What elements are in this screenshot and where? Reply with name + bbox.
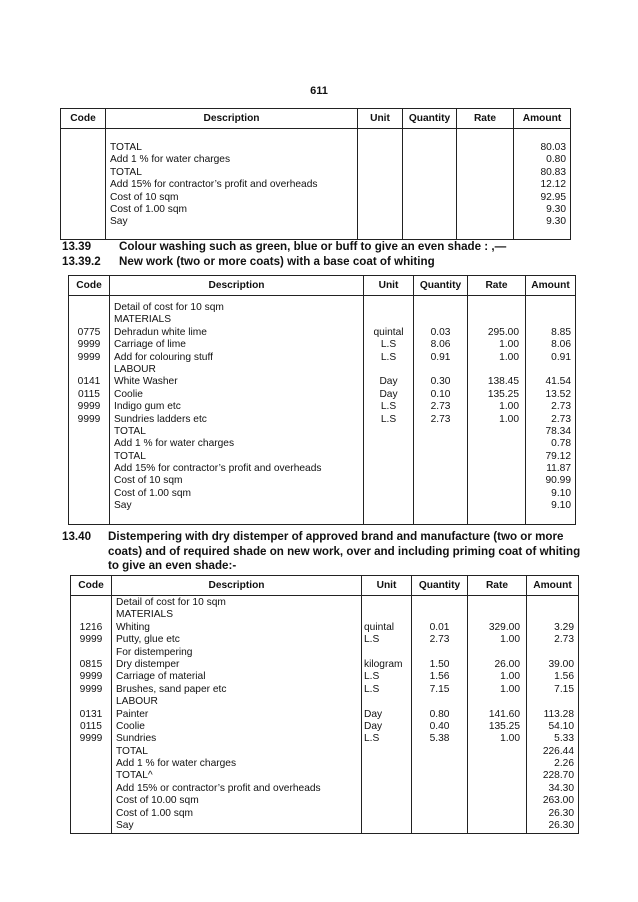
section-title <box>108 530 580 574</box>
amount-cell <box>530 314 571 326</box>
code-cell: 9999 <box>77 339 101 351</box>
amount-cell <box>530 302 571 314</box>
rate-column <box>468 296 526 525</box>
code-header: Code <box>69 276 110 296</box>
description-cell: Painter <box>116 708 149 720</box>
table-row <box>69 296 576 525</box>
table-row <box>71 596 579 834</box>
unit-column <box>362 596 412 834</box>
unit-column <box>358 129 403 240</box>
unit-header: Unit <box>358 109 403 129</box>
description-cell: Brushes, sand paper etc <box>116 683 227 695</box>
code-cell <box>75 609 107 621</box>
amount-cell: 13.52 <box>545 388 571 400</box>
rate-cell <box>472 597 520 609</box>
rate-cell: 329.00 <box>488 621 520 633</box>
description-column <box>110 296 364 525</box>
rate-cell <box>472 314 519 326</box>
description-cell: TOTAL <box>114 425 146 437</box>
rate-cell <box>472 364 519 376</box>
rate-cell: 1.00 <box>500 683 520 695</box>
unit-cell: kilogram <box>364 658 403 670</box>
description-cell: Cost of 10 sqm <box>114 475 183 487</box>
quantity-header: Quantity <box>412 576 468 596</box>
description-cell: Cost of 10.00 sqm <box>116 795 199 807</box>
quantity-column <box>412 596 468 834</box>
rate-cell: 1.00 <box>500 671 520 683</box>
amount-cell: 263.00 <box>542 795 574 807</box>
code-cell: 0141 <box>77 376 101 388</box>
code-column <box>61 129 106 240</box>
amount-cell: 2.73 <box>554 634 574 646</box>
quantity-cell <box>418 302 463 314</box>
code-cell <box>75 647 107 659</box>
unit-cell: L.S <box>380 339 397 351</box>
description-cell: Say <box>110 216 128 228</box>
amount-cell <box>531 647 574 659</box>
rate-cell <box>472 696 520 708</box>
unit-cell: L.S <box>380 351 397 363</box>
description-cell: Add 15% for contractor’s profit and overheads <box>114 463 322 475</box>
description-column <box>106 129 358 240</box>
unit-column <box>364 296 414 525</box>
unit-cell: Day <box>364 720 383 732</box>
amount-header: Amount <box>514 109 571 129</box>
quantity-cell: 0.30 <box>430 376 451 388</box>
amount-cell <box>531 696 574 708</box>
quantity-cell: 2.73 <box>429 634 450 646</box>
table-header-row <box>61 109 571 129</box>
code-cell: 1216 <box>79 621 103 633</box>
rate-column <box>457 129 514 240</box>
description-cell: TOTAL <box>116 745 148 757</box>
quantity-header: Quantity <box>403 109 457 129</box>
amount-cell: 41.54 <box>545 376 571 388</box>
section-number: 13.40 <box>62 530 92 543</box>
amount-cell: 92.95 <box>540 191 566 203</box>
code-cell: 0131 <box>79 708 103 720</box>
rate-cell: 1.00 <box>499 339 519 351</box>
unit-cell <box>364 696 407 708</box>
amount-cell: 12.12 <box>540 179 566 191</box>
amount-cell: 8.06 <box>551 339 571 351</box>
quantity-cell <box>418 314 463 326</box>
description-cell: Cost of 1.00 sqm <box>110 203 188 215</box>
rate-cell <box>472 302 519 314</box>
description-header: Description <box>106 109 358 129</box>
amount-cell: 113.28 <box>543 708 574 720</box>
amount-cell: 2.73 <box>551 401 571 413</box>
description-cell: Dry distemper <box>116 658 180 670</box>
description-cell: Whiting <box>116 621 150 633</box>
rate-column <box>468 596 527 834</box>
unit-cell: L.S <box>364 671 380 683</box>
unit-cell <box>364 609 407 621</box>
code-cell: 9999 <box>77 401 101 413</box>
section-title-line: Distempering with dry distemper of approved brand and manufacture (two or more <box>108 530 564 543</box>
section-title-line: coats) and of required shade on new work, over and including priming coat of whiting <box>108 544 581 558</box>
unit-cell: L.S <box>364 683 380 695</box>
unit-cell <box>364 597 407 609</box>
rate-table-2 <box>68 275 576 525</box>
quantity-cell: 8.06 <box>430 339 451 351</box>
rate-cell: 1.00 <box>500 733 520 745</box>
description-cell: TOTAL <box>114 450 146 462</box>
unit-cell: quintal <box>364 621 395 633</box>
description-cell: Sundries <box>116 733 157 745</box>
code-cell: 9999 <box>79 683 103 695</box>
code-cell: 9999 <box>77 413 101 425</box>
description-cell: TOTAL <box>110 166 142 178</box>
unit-cell <box>368 302 409 314</box>
code-cell: 0115 <box>80 720 102 732</box>
amount-cell: 0.80 <box>546 154 566 166</box>
quantity-column <box>403 129 457 240</box>
section-number: 13.39.2 <box>62 255 101 268</box>
rate-table-1 <box>60 108 571 240</box>
amount-cell: 9.10 <box>551 487 571 499</box>
amount-cell: 80.03 <box>540 142 566 153</box>
description-cell: Add 1 % for water charges <box>116 758 237 770</box>
amount-cell: 9.30 <box>546 203 566 215</box>
description-cell: For distempering <box>116 646 193 658</box>
amount-cell: 1.56 <box>554 671 574 683</box>
description-cell: Cost of 10 sqm <box>110 191 179 203</box>
table-header-row <box>69 276 576 296</box>
quantity-cell: 0.80 <box>429 708 450 720</box>
amount-cell: 3.29 <box>554 621 574 633</box>
quantity-cell: 7.15 <box>429 683 450 695</box>
amount-cell: 7.15 <box>554 683 574 695</box>
quantity-header: Quantity <box>414 276 468 296</box>
description-cell: MATERIALS <box>116 609 173 621</box>
quantity-cell <box>416 609 463 621</box>
amount-cell: 26.30 <box>548 820 574 832</box>
amount-cell: 78.34 <box>545 425 571 437</box>
description-cell: LABOUR <box>116 696 158 708</box>
amount-header: Amount <box>527 576 579 596</box>
code-header: Code <box>61 109 106 129</box>
amount-cell: 0.91 <box>551 351 571 363</box>
section-heading-13-39 <box>62 240 582 255</box>
description-cell: Detail of cost for 10 sqm <box>114 302 224 313</box>
unit-cell: L.S <box>364 733 380 745</box>
quantity-cell: 0.01 <box>429 621 450 633</box>
amount-cell: 90.99 <box>545 475 571 487</box>
code-cell: 9999 <box>77 351 101 363</box>
section-title-line: to give an even shade:- <box>108 559 237 572</box>
amount-cell: 228.70 <box>542 770 574 782</box>
amount-cell: 2.73 <box>551 413 571 425</box>
section-heading-13-39-2 <box>62 255 582 270</box>
description-cell: Add 15% for contractor’s profit and overheads <box>110 179 318 191</box>
code-column <box>69 296 110 525</box>
code-column <box>71 596 112 834</box>
rate-header: Rate <box>468 576 527 596</box>
quantity-cell: 1.50 <box>429 658 450 670</box>
quantity-cell: 2.73 <box>430 413 451 425</box>
unit-cell: Day <box>379 388 398 400</box>
unit-cell: L.S <box>364 634 380 646</box>
section-number: 13.39 <box>62 240 92 253</box>
description-cell: Sundries ladders etc <box>114 413 207 425</box>
code-cell <box>73 302 105 314</box>
amount-cell: 54.10 <box>548 720 574 732</box>
code-cell: 0815 <box>79 658 103 670</box>
description-cell: Add 1 % for water charges <box>114 438 235 450</box>
code-cell <box>75 696 107 708</box>
description-cell: Add for colouring stuff <box>114 351 213 363</box>
description-column <box>112 596 362 834</box>
table-row <box>61 129 571 240</box>
amount-cell: 226.44 <box>542 745 574 757</box>
description-header: Description <box>110 276 364 296</box>
description-cell: Carriage of material <box>116 671 206 683</box>
rate-cell: 135.25 <box>488 720 520 732</box>
description-cell: Add 15% or contractor’s profit and overheads <box>116 782 321 794</box>
rate-cell: 135.25 <box>487 388 519 400</box>
quantity-cell <box>418 364 463 376</box>
rate-cell <box>472 647 520 659</box>
unit-cell: L.S <box>380 401 397 413</box>
quantity-cell: 1.56 <box>429 671 450 683</box>
code-cell: 9999 <box>79 733 103 745</box>
amount-cell: 9.10 <box>551 500 571 512</box>
quantity-cell: 0.10 <box>430 388 451 400</box>
code-cell: 0115 <box>78 388 100 400</box>
rate-cell <box>472 609 520 621</box>
amount-cell: 34.30 <box>548 782 574 794</box>
amount-cell: 11.87 <box>546 463 571 475</box>
quantity-cell: 0.03 <box>430 326 451 338</box>
quantity-cell: 2.73 <box>430 401 451 413</box>
description-cell: Detail of cost for 10 sqm <box>116 597 226 608</box>
amount-column <box>514 129 571 240</box>
unit-cell <box>368 364 409 376</box>
rate-cell: 1.00 <box>499 413 519 425</box>
quantity-cell <box>416 647 463 659</box>
amount-cell: 39.00 <box>548 658 574 670</box>
amount-cell <box>530 364 571 376</box>
amount-cell: 26.30 <box>548 807 574 819</box>
description-cell: Indigo gum etc <box>114 401 181 413</box>
description-cell: Say <box>114 500 132 512</box>
amount-cell: 0.78 <box>551 438 571 450</box>
section-title: New work (two or more coats) with a base coat of whiting <box>119 255 435 268</box>
description-cell: Carriage of lime <box>114 339 186 351</box>
quantity-cell: 0.40 <box>429 720 450 732</box>
code-cell <box>75 597 107 609</box>
description-cell: Coolie <box>116 720 145 732</box>
description-cell: Dehradun white lime <box>114 326 207 338</box>
code-cell <box>73 364 105 376</box>
section-title: Colour washing such as green, blue or buff to give an even shade : ,— <box>119 240 507 253</box>
description-cell: Coolie <box>114 388 143 400</box>
amount-header: Amount <box>526 276 576 296</box>
rate-cell: 1.00 <box>499 351 519 363</box>
description-cell: Putty, glue etc <box>116 634 180 646</box>
unit-cell <box>364 647 407 659</box>
amount-column <box>526 296 576 525</box>
quantity-cell: 0.91 <box>430 351 451 363</box>
amount-cell: 80.83 <box>540 166 566 178</box>
amount-cell: 79.12 <box>545 450 571 462</box>
description-header: Description <box>112 576 362 596</box>
description-cell: TOTAL^ <box>116 770 153 782</box>
rate-cell: 141.60 <box>488 708 520 720</box>
code-cell: 0775 <box>77 326 101 338</box>
description-cell: Add 1 % for water charges <box>110 154 231 166</box>
amount-cell: 5.33 <box>554 733 574 745</box>
amount-cell <box>531 597 574 609</box>
description-cell: MATERIALS <box>114 314 171 326</box>
code-cell: 9999 <box>79 671 103 683</box>
unit-header: Unit <box>364 276 414 296</box>
section-heading-13-40 <box>62 530 592 574</box>
code-header: Code <box>71 576 112 596</box>
code-cell <box>73 314 105 326</box>
rate-cell: 138.45 <box>487 376 519 388</box>
description-cell: Cost of 1.00 sqm <box>116 807 194 819</box>
amount-cell: 2.26 <box>554 758 574 770</box>
rate-cell: 295.00 <box>487 326 519 338</box>
rate-table-3 <box>70 575 579 834</box>
description-cell: TOTAL <box>110 142 142 153</box>
quantity-cell: 5.38 <box>429 733 450 745</box>
page-number: 611 <box>310 85 328 97</box>
rate-header: Rate <box>468 276 526 296</box>
amount-cell: 9.30 <box>546 216 566 228</box>
rate-cell: 26.00 <box>494 658 520 670</box>
quantity-cell <box>416 696 463 708</box>
amount-cell: 8.85 <box>551 326 571 338</box>
description-cell: Say <box>116 820 134 832</box>
unit-cell: Day <box>379 376 398 388</box>
unit-cell: quintal <box>373 326 404 338</box>
amount-cell <box>531 609 574 621</box>
table-header-row <box>71 576 579 596</box>
code-cell: 9999 <box>79 634 103 646</box>
amount-column <box>527 596 579 834</box>
description-cell: Cost of 1.00 sqm <box>114 487 192 499</box>
description-cell: LABOUR <box>114 363 156 375</box>
rate-cell: 1.00 <box>500 634 520 646</box>
unit-cell: L.S <box>380 413 397 425</box>
rate-cell: 1.00 <box>499 401 519 413</box>
rate-header: Rate <box>457 109 514 129</box>
unit-header: Unit <box>362 576 412 596</box>
description-cell: White Washer <box>114 376 178 388</box>
quantity-cell <box>416 597 463 609</box>
unit-cell <box>368 314 409 326</box>
quantity-column <box>414 296 468 525</box>
unit-cell: Day <box>364 708 383 720</box>
